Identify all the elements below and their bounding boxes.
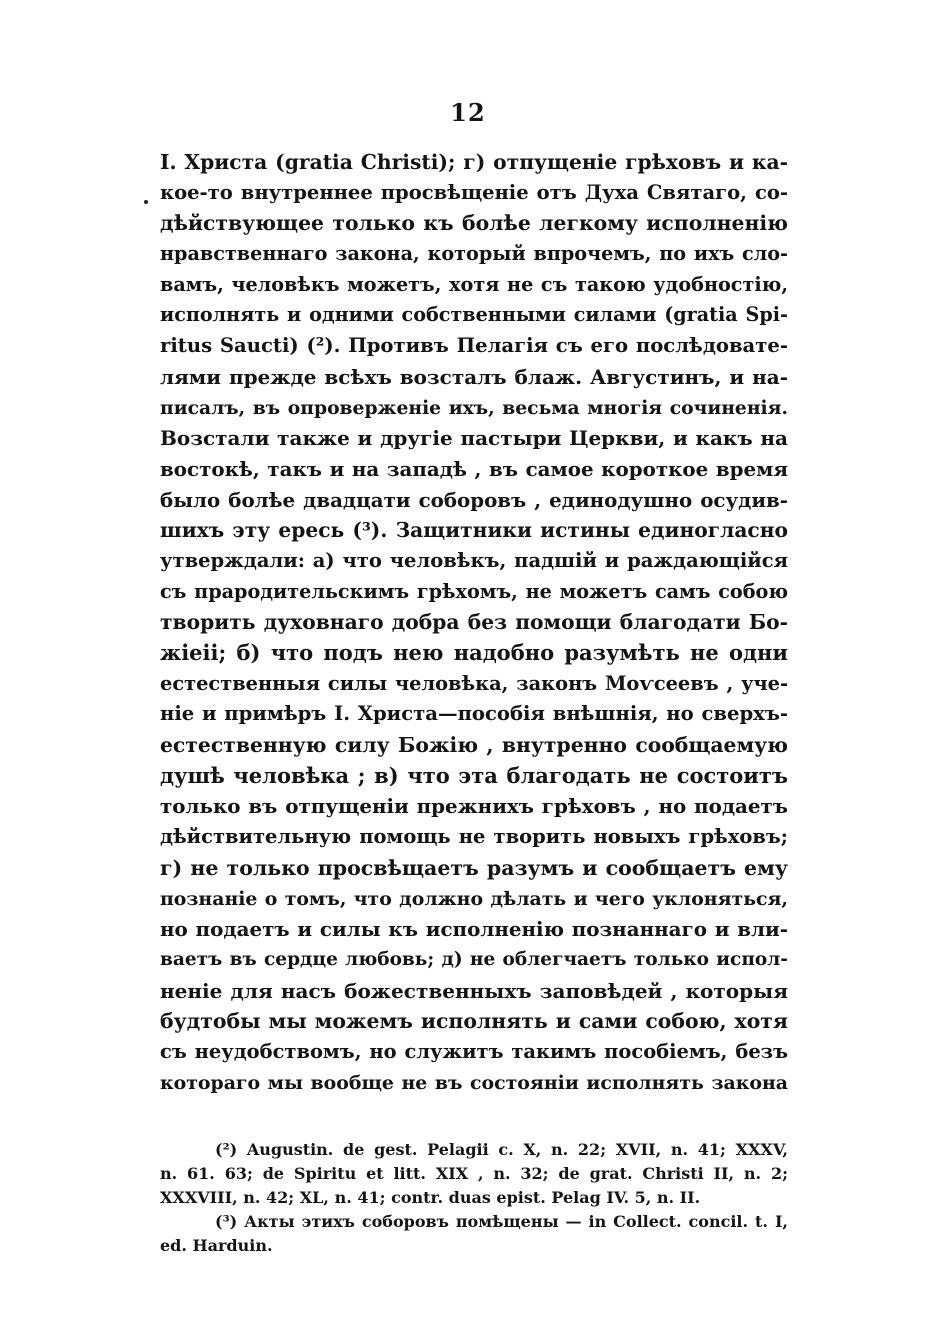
footnote-line: (²) Augustin. de gest. Pelagii c. X, n. 22; XVII, n. 41; XXXV, — [215, 1140, 788, 1159]
text-line: дѣйствующее только къ болѣе легкому исполненію — [160, 211, 788, 236]
text-line: утверждали: а) что человѣкъ, падшій и раждающійся — [160, 548, 788, 572]
text-line: вамъ, человѣкъ можетъ, хотя не съ такою удобностію, — [160, 272, 788, 296]
footnotes — [160, 1138, 788, 1258]
footnote-line: n. 61. 63; de Spiritu et litt. XIX , n. 32; de grat. Christi II, n. 2; — [160, 1164, 788, 1183]
text-line: только въ отпущеніи прежнихъ грѣховъ , но подаетъ — [160, 794, 788, 819]
body-text — [160, 147, 788, 1098]
text-line: но подаетъ и силы къ исполненію познаннаго и вли- — [160, 917, 788, 942]
page-number: 12 — [450, 98, 486, 127]
text-line: естественныя силы человѣка, законъ Моѵсеевъ , уче- — [160, 671, 788, 695]
text-line: было болѣе двадцати соборовъ , единодушно осудив- — [160, 487, 788, 512]
text-line: съ неудобствомъ, но служитъ такимъ пособіемъ, безъ — [160, 1039, 788, 1063]
footnote-line: (³) Акты этихъ соборовъ помѣщены — in Collect. concil. t. I, — [215, 1212, 788, 1231]
text-line: ritus Saucti) (²). Противъ Пелагія съ его послѣдовате- — [160, 334, 788, 358]
text-line: Возстали также и другіе пастыри Церкви, и какъ на — [160, 426, 788, 451]
text-line: естественную силу Божію , внутренно сообщаемую — [160, 733, 788, 758]
footnote-line: XXXVIII, n. 42; XL, n. 41; contr. duas epist. Pelag IV. 5, n. II. — [160, 1188, 701, 1207]
text-line: съ прародительскимъ грѣхомъ, не можетъ самъ собою — [160, 579, 788, 603]
text-line: кое-то внутреннее просвѣщеніе отъ Духа Святаго, со- — [160, 180, 788, 204]
text-line: нравственнаго закона, который впрочемъ, по ихъ сло- — [160, 242, 788, 266]
text-line: востокѣ, такъ и на западѣ , въ самое короткое время — [160, 456, 788, 481]
text-line: неніе для насъ божественныхъ заповѣдей , которыя — [160, 978, 788, 1003]
text-line: I. Христа (gratia Christi); г) отпущеніе грѣховъ и ка- — [160, 150, 788, 174]
text-line: котораго мы вообще не въ состояніи исполнять закона — [160, 1071, 788, 1094]
text-line: душѣ человѣка ; в) что эта благодать не состоитъ — [160, 762, 788, 788]
text-line: г) не только просвѣщаетъ разумъ и сообщаетъ ему — [160, 855, 788, 880]
footnote-line: ed. Harduin. — [160, 1236, 273, 1255]
text-line: будтобы мы можемъ исполнять и сами собою, хотя — [160, 1009, 788, 1034]
text-line: исполнять и одними собственными силами (gratia Spi- — [160, 303, 788, 327]
text-line: ваетъ въ сердце любовь; д) не облегчаетъ только испол- — [160, 948, 788, 970]
text-line: дѣйствительную помощь не творить новыхъ грѣховъ; — [160, 825, 788, 849]
text-line: писалъ, въ опроверженіе ихъ, весьма многія сочиненія. — [160, 396, 788, 419]
text-line: познаніе о томъ, что должно дѣлать и чего уклоняться, — [160, 887, 788, 910]
text-line: ніе и примѣръ I. Христа—пособія внѣшнія, но сверхъ- — [160, 702, 788, 726]
text-line: жіеіі; б) что подъ нею надобно разумѣть не одни — [160, 640, 788, 665]
text-line: творить духовнаго добра без помощи благодати Бо- — [160, 610, 788, 635]
text-line: шихъ эту ересь (³). Защитники истины единогласно — [160, 518, 788, 543]
text-line: лями прежде всѣхъ возсталъ блаж. Августинъ, и на- — [160, 364, 788, 389]
margin-dot — [144, 200, 148, 204]
